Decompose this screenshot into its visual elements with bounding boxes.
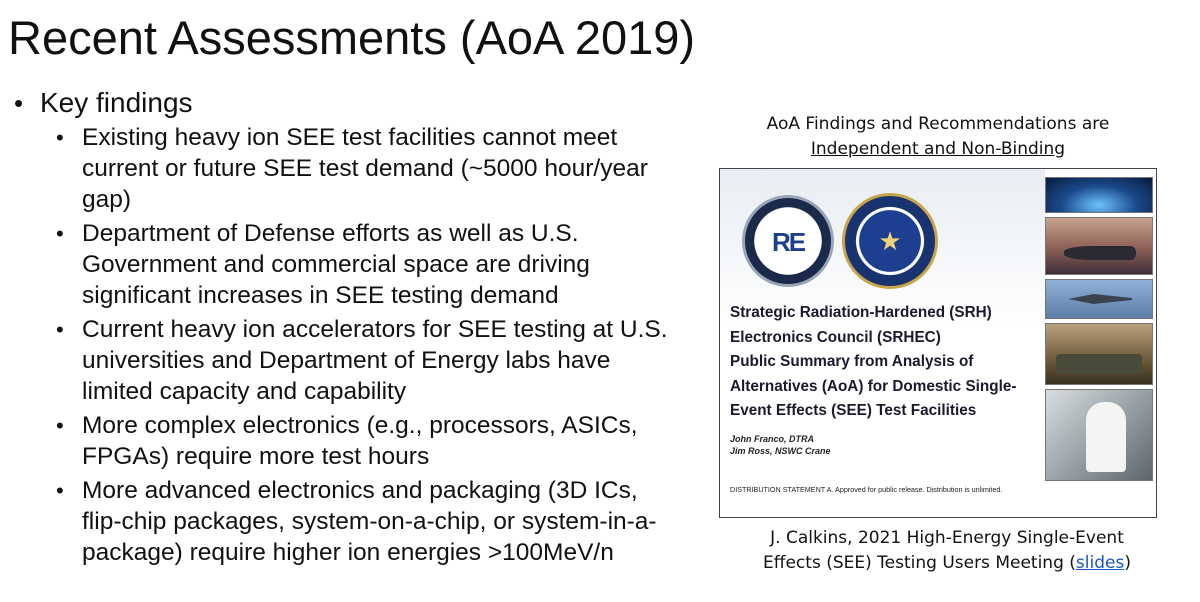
finding-text: More advanced electronics and packaging (3D ICs, flip-chip packages, system-on-a-chip, or system-in-a-package) require higher ion energies >100MeV/n xyxy=(82,477,657,566)
author: Jim Ross, NSWC Crane xyxy=(730,446,831,456)
distribution-statement: DISTRIBUTION STATEMENT A. Approved for public release. Distribution is unlimited. xyxy=(730,485,1003,494)
list-item xyxy=(56,475,704,568)
bullet-icon: • xyxy=(56,317,64,342)
slide-title: Recent Assessments (AoA 2019) xyxy=(8,11,696,64)
srhec-seal-icon xyxy=(742,195,834,287)
caption-bottom-line1: J. Calkins, 2021 High-Energy Single-Event xyxy=(770,528,1124,548)
key-findings-bullet xyxy=(14,86,704,120)
lab-researcher-photo xyxy=(1045,389,1153,481)
bullet-icon: • xyxy=(56,413,64,438)
slides-link[interactable]: slides xyxy=(1075,553,1125,573)
bullet-icon: • xyxy=(56,221,64,246)
caption-top-line2: Independent and Non-Binding xyxy=(810,139,1066,159)
caption-bottom-suffix: ) xyxy=(1124,553,1131,573)
drone-ship-photo xyxy=(1045,217,1153,275)
findings-list xyxy=(14,86,704,571)
finding-text: Current heavy ion accelerators for SEE testing at U.S. universities and Department of Energy labs have limited capacity and capability xyxy=(82,316,668,405)
jet-shape xyxy=(1068,294,1132,304)
list-item xyxy=(56,410,704,472)
document-title-line: Alternatives (AoA) for Domestic Single- xyxy=(730,377,1017,395)
ship-shape xyxy=(1064,246,1136,260)
findings-sublist xyxy=(56,122,704,568)
vehicle-shape xyxy=(1056,354,1142,374)
earth-network-photo xyxy=(1045,177,1153,213)
document-authors xyxy=(730,433,930,457)
bullet-icon: • xyxy=(56,478,64,503)
acquisition-sustainment-seal-icon xyxy=(842,193,938,289)
author: John Franco, DTRA xyxy=(730,434,815,444)
photo-strip xyxy=(1045,177,1155,485)
caption-bottom xyxy=(716,526,1178,576)
document-title xyxy=(730,301,1035,424)
finding-text: Existing heavy ion SEE test facilities cannot meet current or future SEE test demand (~5000 hour/year gap) xyxy=(82,124,648,213)
list-item xyxy=(56,314,704,407)
fighter-jet-photo xyxy=(1045,279,1153,319)
key-findings-label: Key findings xyxy=(40,87,193,118)
bullet-icon: • xyxy=(56,125,64,150)
finding-text: Department of Defense efforts as well as U.S. Government and commercial space are driving significant increases in SEE testing demand xyxy=(82,220,590,309)
caption-bottom-prefix: Effects (SEE) Testing Users Meeting ( xyxy=(763,553,1076,573)
document-title-line: Strategic Radiation-Hardened (SRH) xyxy=(730,304,992,321)
researcher-shape xyxy=(1086,402,1126,472)
seal-re-text: RE xyxy=(771,227,805,257)
list-item xyxy=(56,218,704,311)
document-thumbnail xyxy=(719,168,1157,518)
document-title-line: Public Summary from Analysis of xyxy=(730,353,974,370)
document-title-line: Electronics Council (SRHEC) xyxy=(730,328,941,346)
caption-bottom-line2 xyxy=(716,551,1178,576)
military-vehicle-photo xyxy=(1045,323,1153,385)
document-title-line: Event Effects (SEE) Test Facilities xyxy=(730,402,977,419)
list-item xyxy=(56,122,704,215)
caption-top-line1: AoA Findings and Recommendations are xyxy=(766,114,1110,134)
caption-top xyxy=(716,112,1160,162)
finding-text: More complex electronics (e.g., processors, ASICs, FPGAs) require more test hours xyxy=(82,412,638,470)
eagle-icon: ★ xyxy=(878,226,902,256)
bullet-icon: • xyxy=(14,88,24,118)
